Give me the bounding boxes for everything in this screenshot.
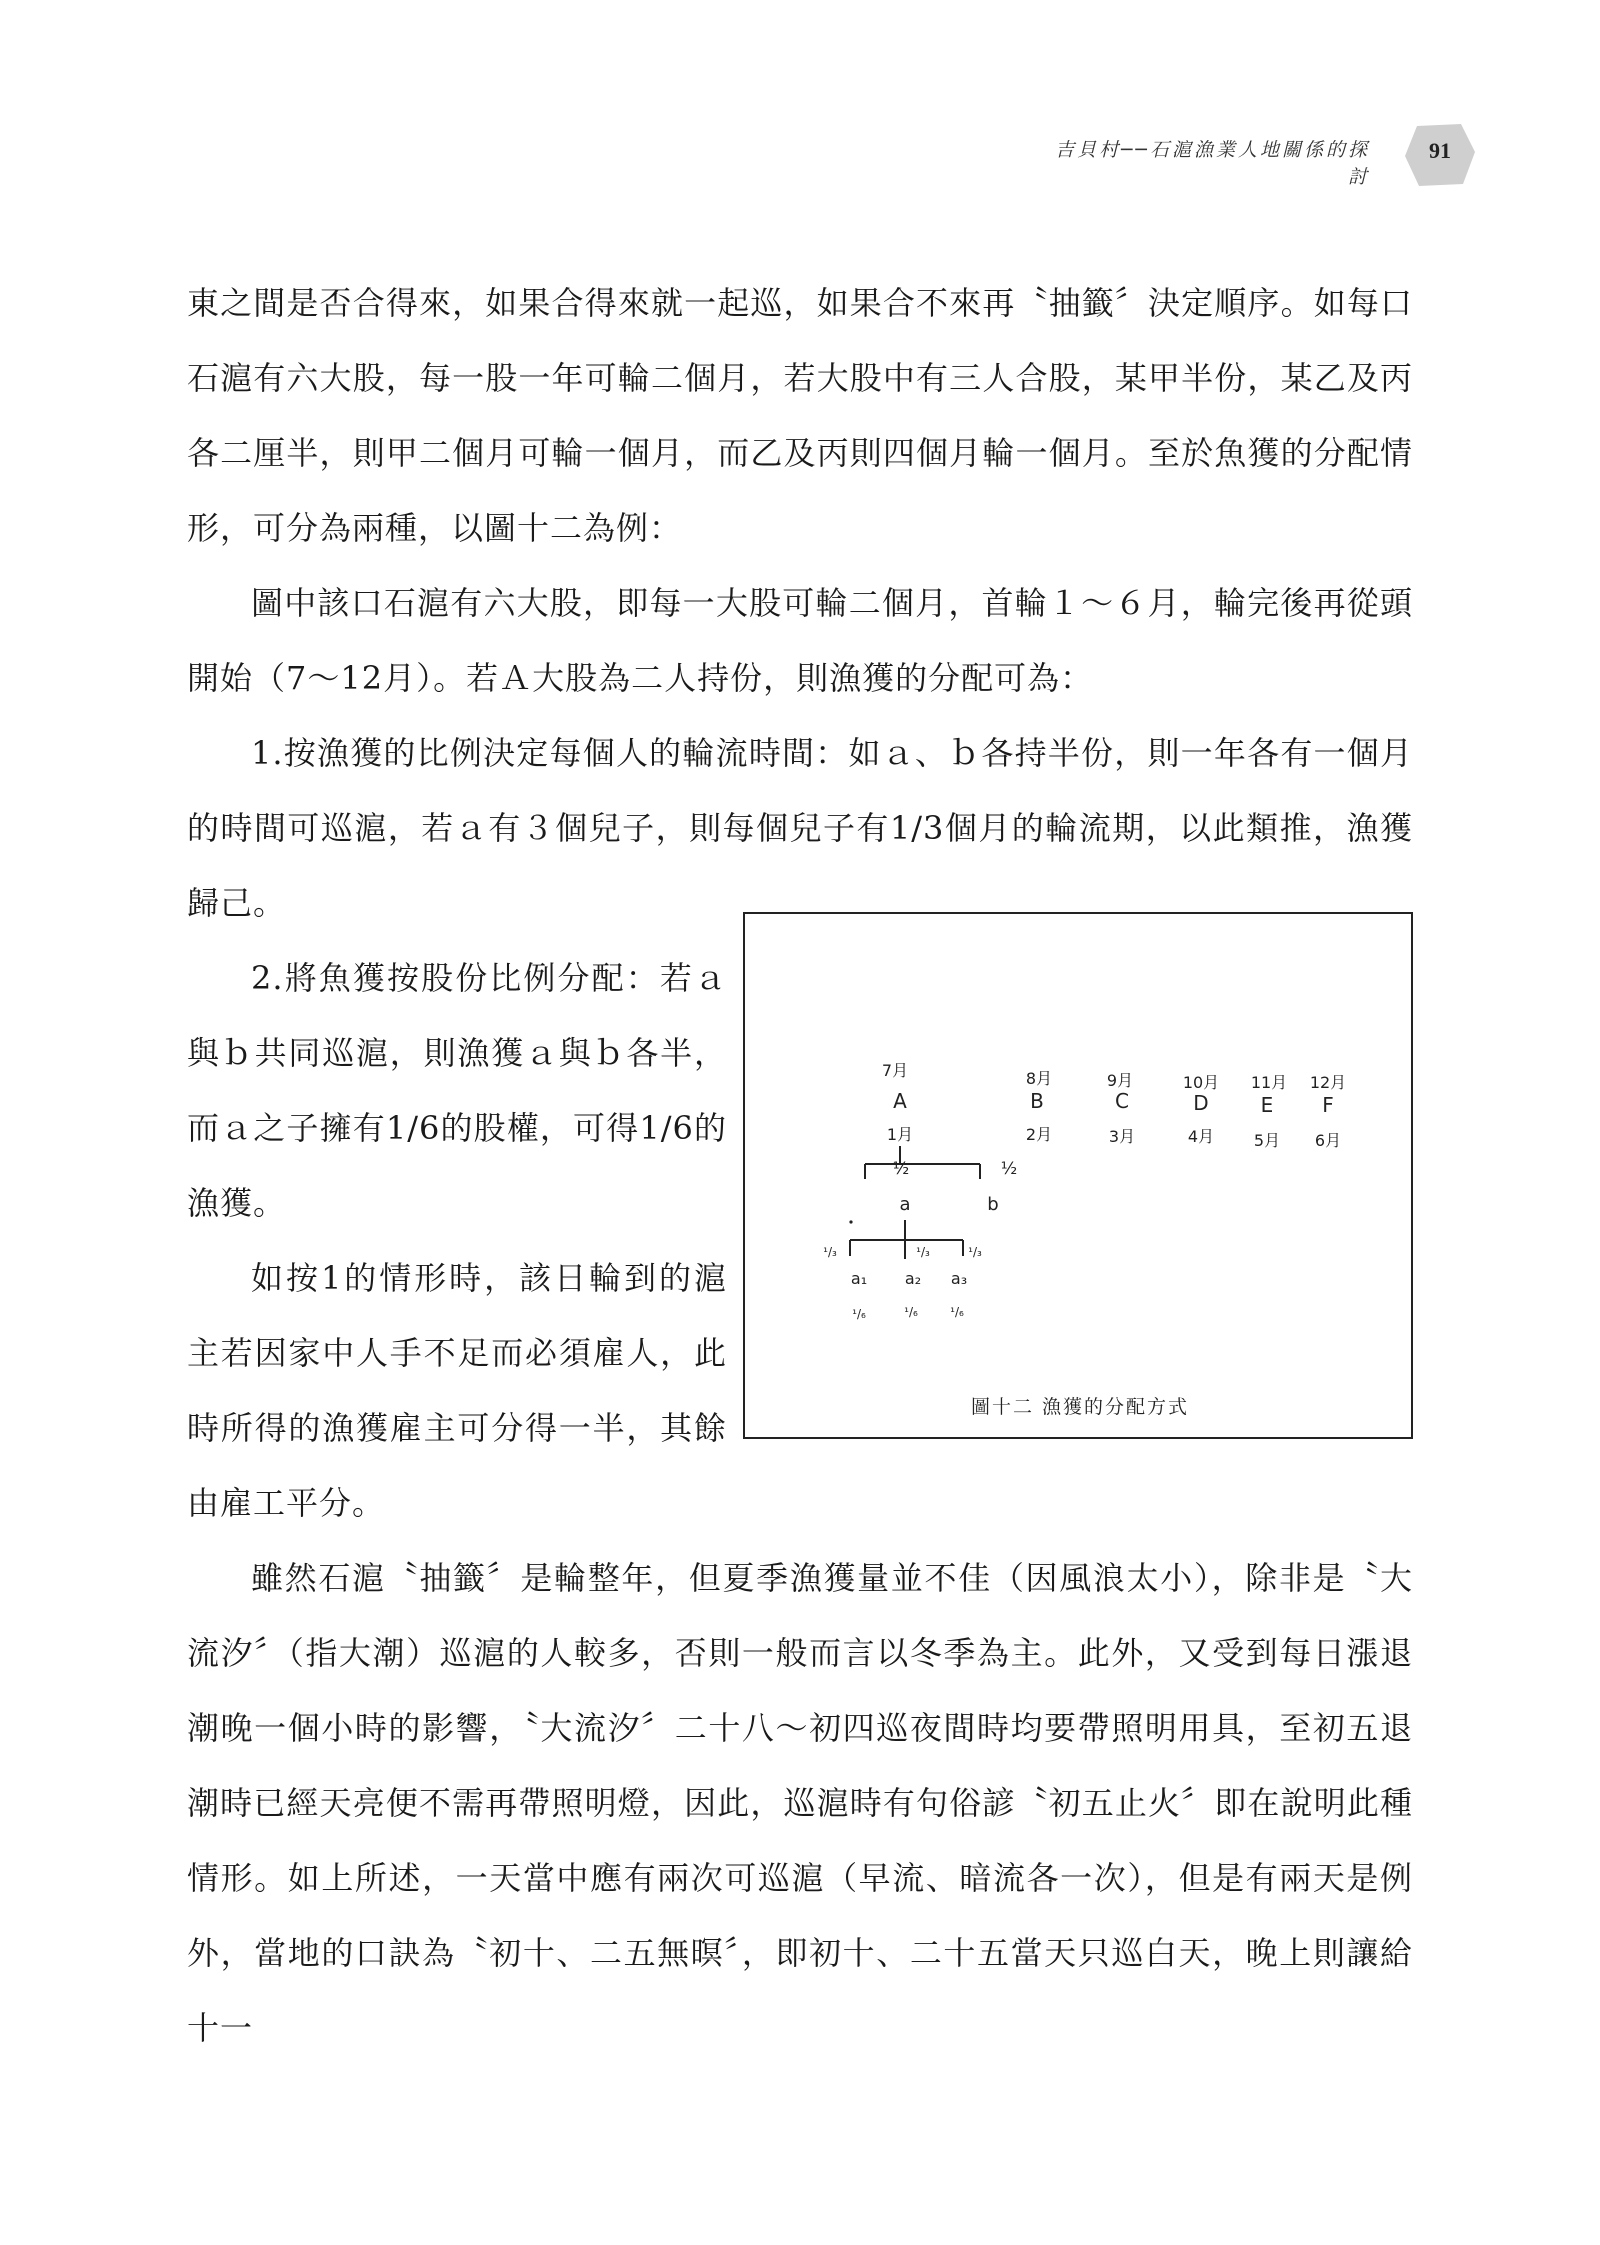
son-a2-equity: ¹/₆ [904,1305,918,1319]
share-a-label: A [893,1089,907,1113]
share-column-d [1183,1073,1219,1146]
page-number-badge [1403,122,1477,188]
month-9: 9月 [1106,1071,1134,1090]
son-a1-equity: ¹/₆ [852,1307,866,1321]
share-b-label: B [1030,1089,1044,1113]
running-header: 吉貝村──石滬漁業人地關係的探討 [1055,139,1370,188]
share-diagram [745,914,1415,1441]
son-a2-label: a₂ [904,1269,922,1288]
share-f-label: F [1322,1093,1334,1117]
son-a3-fraction: ¹/₃ [968,1245,982,1259]
paragraph-5: 如按1的情形時，該日輪到的滬主若因家中人手不足而必須雇人，此時所得的漁獲雇主可分得一半，其餘由雇工平分。 [187,1259,727,1522]
month-3: 3月 [1108,1127,1136,1146]
paragraph-6: 雖然石滬〝抽籤〞是輪整年，但夏季漁獲量並不佳（因風浪太小），除非是〝大流汐〞（指大潮）巡滬的人較多，否則一般而言以冬季為主。此外，又受到每日漲退潮晚一個小時的影響，〝大流汐〞二十八～初四巡夜間時均要帶照明用具，至初五退潮時已經天亮便不需再帶照明燈，因此，巡滬時有句俗諺〝初五止火〞即在說明此種情形。如上所述，一天當中應有兩次可巡滬（早流、暗流各一次），但是有兩天是例外，當地的口訣為〝初十、二五無暝〞，即初十、二十五當天只巡白天，晚上則讓給十一 [187,1559,1413,2047]
ink-dot [849,1220,852,1223]
holder-b-label: b [987,1194,999,1215]
son-a3-label: a₃ [950,1269,968,1288]
paragraph-3: 1.按漁獲的比例決定每個人的輪流時間：如ａ、ｂ各持半份，則一年各有一個月的時間可巡滬，若ａ有３個兒子，則每個兒子有1/3個月的輪流期，以此類推，漁獲歸己。 [187,734,1413,922]
paragraph-1: 東之間是否合得來，如果合得來就一起巡，如果合不來再〝抽籤〞決定順序。如每口石滬有六大股，每一股一年可輪二個月，若大股中有三人合股，某甲半份，某乙及丙各二厘半，則甲二個月可輪一個月，而乙及丙則四個月輪一個月。至於魚獲的分配情形，可分為兩種，以圖十二為例： [187,284,1413,547]
figure-12 [743,912,1413,1439]
paragraph-2: 圖中該口石滬有六大股，即每一大股可輪二個月，首輪１～６月，輪完後再從頭開始（7～12月）。若Ａ大股為二人持份，則漁獲的分配可為： [187,584,1413,697]
share-e-label: E [1260,1093,1274,1117]
son-a3-equity: ¹/₆ [950,1305,964,1319]
share-d-label: D [1193,1091,1209,1115]
month-10: 10月 [1182,1073,1220,1092]
share-column-f [1310,1073,1346,1150]
son-a1-label: a₁ [850,1269,868,1288]
holder-bracket [865,1146,980,1179]
figure-caption: 圖十二 漁獲的分配方式 [970,1396,1190,1418]
son-a2-fraction: ¹/₃ [916,1245,930,1259]
holder-b-fraction: ½ [1000,1159,1018,1179]
month-12: 12月 [1309,1073,1347,1092]
month-11: 11月 [1250,1073,1288,1092]
month-5: 5月 [1253,1131,1281,1150]
month-1: 1月 [886,1125,914,1144]
sons-bracket [850,1220,963,1259]
share-column-a [882,1061,913,1144]
paragraph-4: 2.將魚獲按股份比例分配：若ａ與ｂ共同巡滬，則漁獲ａ與ｂ各半，而ａ之子擁有1/6的股權，可得1/6的漁獲。 [187,959,727,1222]
month-6: 6月 [1314,1131,1342,1150]
month-8: 8月 [1025,1069,1053,1088]
share-column-b [1026,1069,1052,1144]
share-column-c [1107,1071,1135,1146]
month-4: 4月 [1187,1127,1215,1146]
son-a1-fraction: ¹/₃ [823,1245,837,1259]
share-c-label: C [1115,1089,1129,1113]
month-2: 2月 [1025,1125,1053,1144]
page-number: 91 [1429,138,1451,163]
holder-a-label: a [899,1194,911,1215]
month-7: 7月 [881,1061,909,1080]
holder-a-fraction: ½ [892,1159,910,1179]
share-column-e [1251,1073,1287,1150]
